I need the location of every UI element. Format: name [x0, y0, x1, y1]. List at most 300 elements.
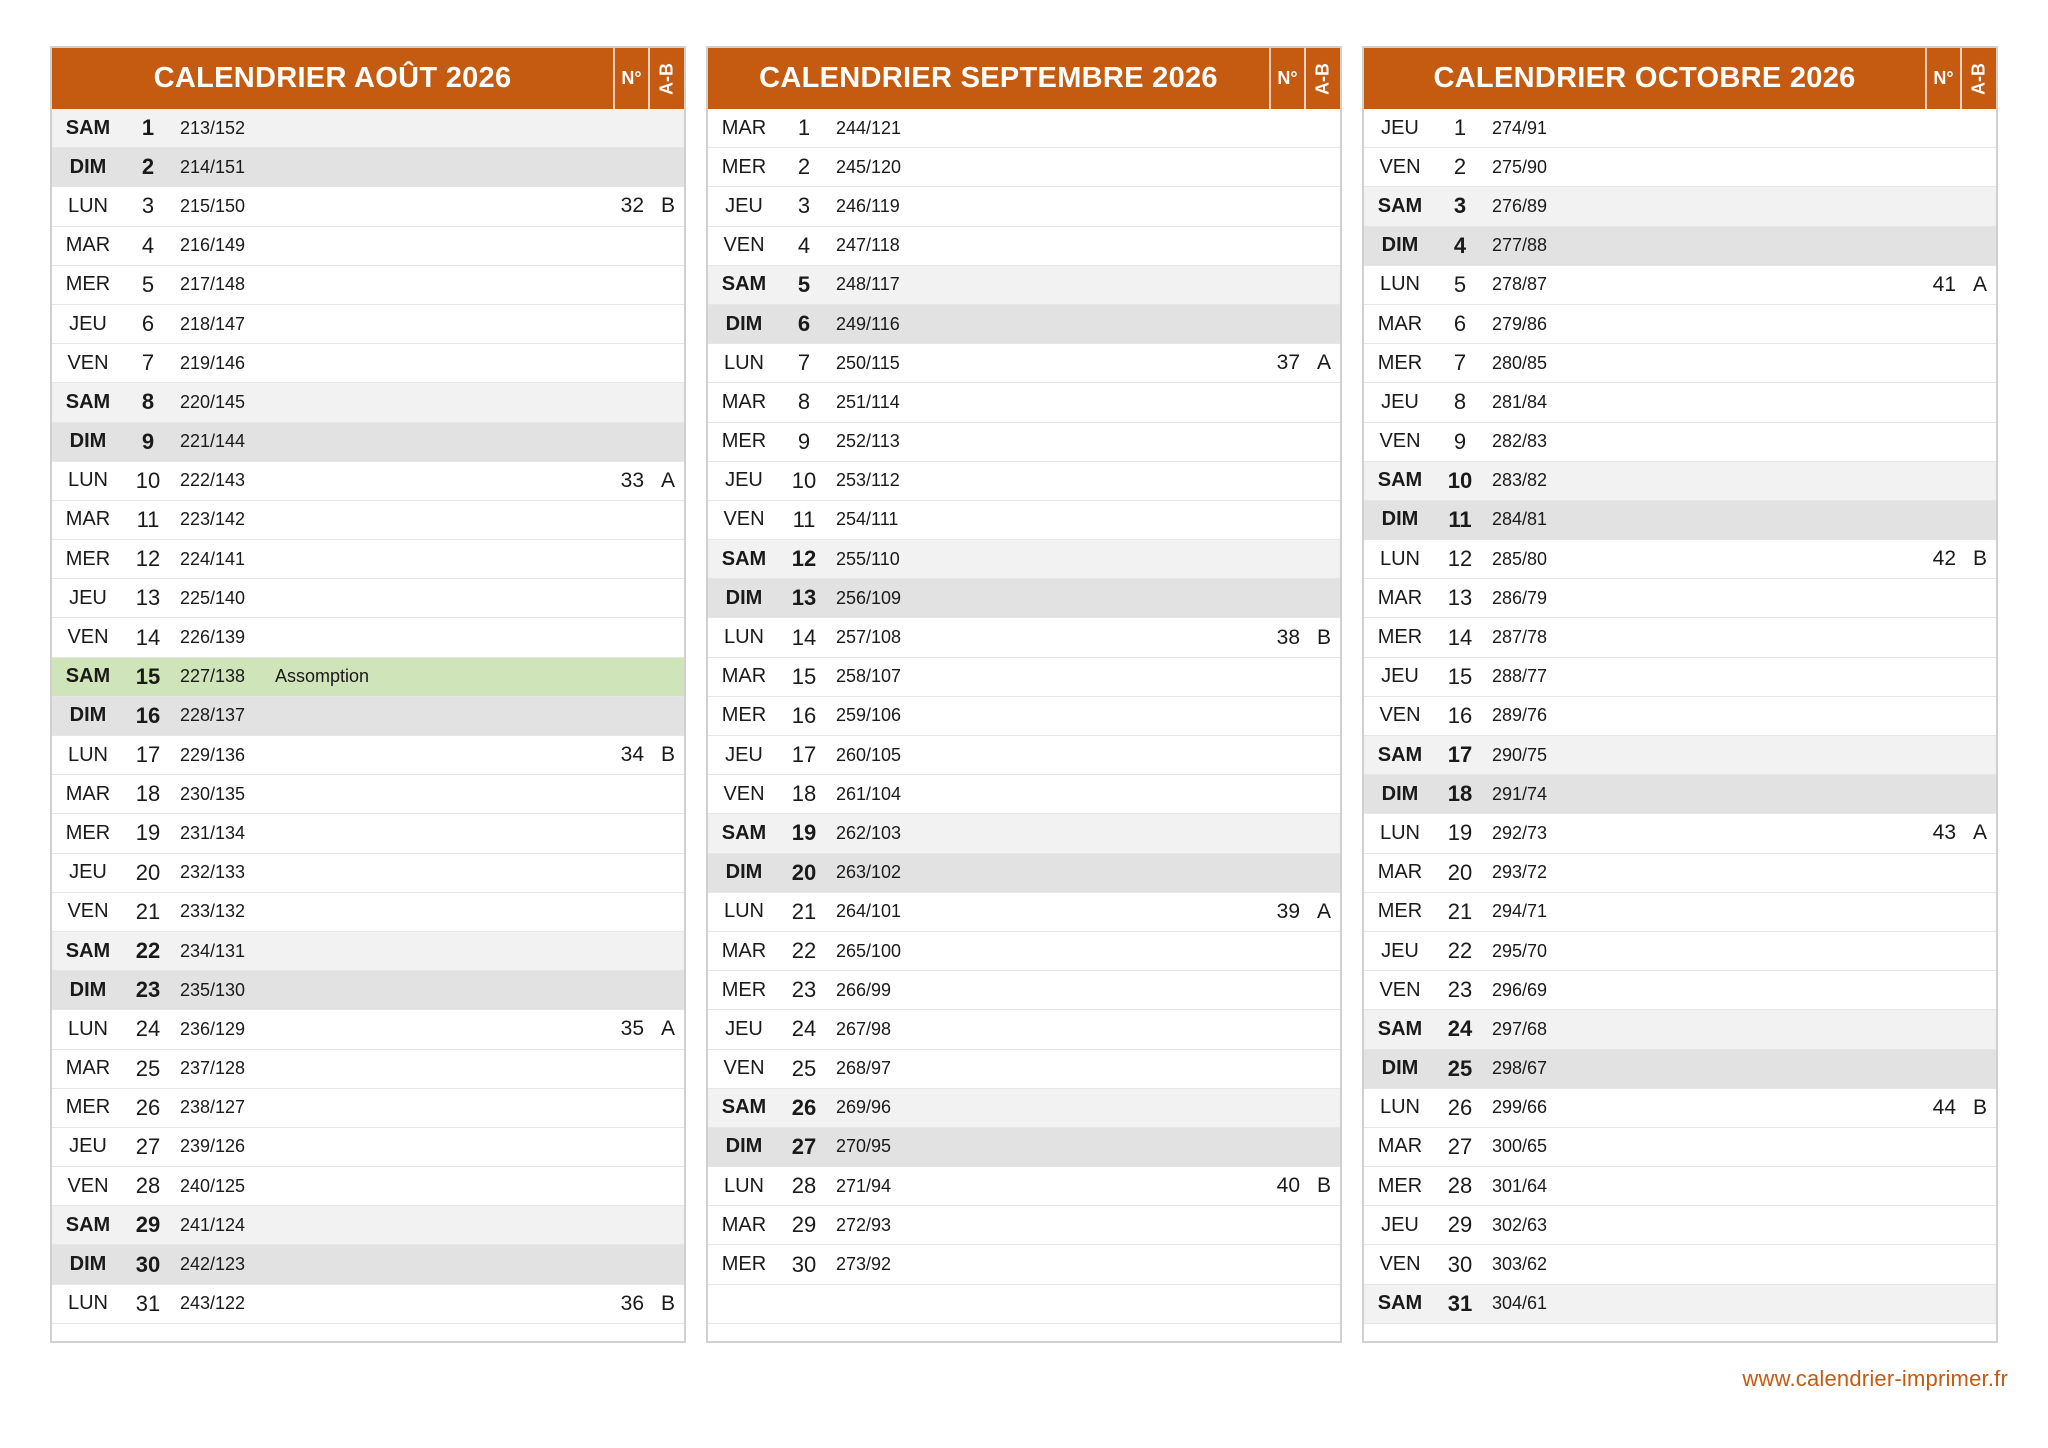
- day-of-year: 265/100: [836, 940, 902, 961]
- week-number: 32: [620, 194, 644, 218]
- day-of-year: 248/117: [836, 274, 900, 295]
- week-number: [1264, 971, 1300, 1009]
- week-number: [1920, 1167, 1956, 1205]
- week-number: [608, 540, 644, 578]
- holiday-label: [931, 1206, 1231, 1244]
- week-ab: A: [660, 468, 675, 492]
- week-ab-header: A-B: [1312, 62, 1333, 95]
- holiday-label: [275, 1010, 575, 1048]
- week-ab: [1308, 736, 1340, 774]
- day-number: 1: [1453, 115, 1467, 141]
- weekday: VEN: [1379, 704, 1421, 727]
- week-ab: [652, 344, 684, 382]
- holiday-label: [1587, 814, 1887, 852]
- day-of-year: 245/120: [836, 156, 902, 177]
- day-number: 7: [797, 350, 811, 376]
- weekday: MAR: [1377, 312, 1423, 335]
- week-number: [608, 383, 644, 421]
- weekday: MAR: [721, 939, 767, 962]
- day-of-year: 274/91: [1492, 117, 1548, 138]
- weekday: SAM: [1377, 469, 1423, 492]
- weekday: MER: [1377, 351, 1423, 374]
- week-ab: [1964, 227, 1996, 265]
- holiday-label: [275, 423, 575, 461]
- week-number: [608, 1089, 644, 1127]
- week-number: [1920, 1245, 1956, 1283]
- week-ab: [1308, 775, 1340, 813]
- holiday-label: [1587, 423, 1887, 461]
- week-ab: [652, 893, 684, 931]
- weekday: VEN: [1379, 430, 1421, 453]
- holiday-label: [931, 540, 1231, 578]
- week-ab: B: [1316, 1174, 1331, 1198]
- weekday: JEU: [69, 586, 107, 609]
- weekday: DIM: [1381, 1057, 1419, 1080]
- week-ab: [1964, 854, 1996, 892]
- weekday: DIM: [69, 704, 107, 727]
- day-number: 11: [136, 506, 160, 532]
- week-number: 38: [1276, 625, 1300, 649]
- day-row: [708, 1128, 1340, 1167]
- calendar-october: [1362, 46, 1998, 1343]
- weekday: LUN: [1379, 273, 1420, 296]
- week-number: [1264, 266, 1300, 304]
- day-row: [1364, 814, 1996, 853]
- day-of-year: 217/148: [180, 274, 246, 295]
- week-ab: A: [1972, 272, 1987, 296]
- day-row: [708, 148, 1340, 187]
- weekday: VEN: [1379, 1253, 1421, 1276]
- day-number: 10: [135, 467, 161, 493]
- day-of-year: 225/140: [180, 587, 246, 608]
- day-number: 13: [1447, 585, 1473, 611]
- week-ab: [1964, 618, 1996, 656]
- week-number: 33: [620, 468, 644, 492]
- day-of-year: 240/125: [180, 1175, 246, 1196]
- day-of-year: 270/95: [836, 1136, 892, 1157]
- weekday: DIM: [1381, 508, 1419, 531]
- week-ab: [1308, 305, 1340, 343]
- weekday: SAM: [65, 939, 111, 962]
- day-of-year: 227/138: [180, 666, 246, 687]
- day-of-year: 243/122: [180, 1293, 246, 1314]
- weekday: DIM: [725, 312, 763, 335]
- holiday-label: [931, 775, 1231, 813]
- week-number: 37: [1276, 351, 1300, 375]
- week-ab: [1964, 1167, 1996, 1205]
- day-number: 16: [791, 702, 817, 728]
- day-number: 15: [791, 663, 817, 689]
- holiday-label: [275, 1167, 575, 1205]
- day-row: [708, 227, 1340, 266]
- day-row: [708, 501, 1340, 540]
- week-ab: [1308, 540, 1340, 578]
- weekday: LUN: [67, 1017, 108, 1040]
- day-of-year: 213/152: [180, 117, 246, 138]
- day-row: [1364, 1285, 1996, 1324]
- holiday-label: [275, 187, 575, 225]
- week-ab: [1308, 266, 1340, 304]
- weekday: LUN: [723, 1174, 764, 1197]
- day-of-year: 255/110: [836, 548, 900, 569]
- day-row: [52, 932, 684, 971]
- week-ab: [1308, 1206, 1340, 1244]
- day-of-year: 235/130: [180, 979, 246, 1000]
- week-ab: A: [1972, 821, 1987, 845]
- day-row: [708, 814, 1340, 853]
- holiday-label: [1587, 1285, 1887, 1323]
- calendar-title: CALENDRIER SEPTEMBRE 2026: [759, 62, 1218, 94]
- weekday: MER: [1377, 900, 1423, 923]
- holiday-label: Assomption: [275, 666, 370, 687]
- website-link[interactable]: www.calendrier-imprimer.fr: [1742, 1366, 2008, 1391]
- week-number: [608, 1167, 644, 1205]
- week-ab: [1964, 305, 1996, 343]
- holiday-label: [931, 1167, 1231, 1205]
- holiday-label: [275, 1050, 575, 1088]
- week-number: [608, 305, 644, 343]
- day-row: [1364, 1206, 1996, 1245]
- day-number: 18: [135, 781, 161, 807]
- weekday: MAR: [65, 508, 111, 531]
- weekday: DIM: [69, 978, 107, 1001]
- week-number-header: N°: [621, 68, 642, 88]
- day-of-year: 224/141: [180, 548, 246, 569]
- day-row: [1364, 618, 1996, 657]
- holiday-label: [1587, 971, 1887, 1009]
- weekday: MER: [721, 704, 767, 727]
- weekday: LUN: [723, 900, 764, 923]
- day-number: 25: [1447, 1055, 1473, 1081]
- day-number: 19: [135, 820, 161, 846]
- week-number: [1920, 658, 1956, 696]
- day-row: [52, 540, 684, 579]
- day-of-year: 242/123: [180, 1254, 246, 1275]
- day-rows: [52, 109, 684, 1324]
- holiday-label: [1587, 344, 1887, 382]
- holiday-label: [275, 148, 575, 186]
- day-number: 20: [135, 859, 161, 885]
- holiday-label: [931, 1128, 1231, 1166]
- holiday-label: [275, 854, 575, 892]
- holiday-label: [275, 893, 575, 931]
- day-rows: [1364, 109, 1996, 1324]
- week-ab: [1308, 148, 1340, 186]
- holiday-label: [275, 618, 575, 656]
- day-row: [52, 501, 684, 540]
- week-number: [1920, 383, 1956, 421]
- day-row: [1364, 344, 1996, 383]
- weekday: LUN: [67, 469, 108, 492]
- week-number: [1264, 775, 1300, 813]
- holiday-label: [1587, 1245, 1887, 1283]
- calendar-title: CALENDRIER AOÛT 2026: [153, 62, 512, 94]
- day-row: [1364, 148, 1996, 187]
- day-of-year: 259/106: [836, 705, 902, 726]
- day-of-year: 258/107: [836, 666, 902, 687]
- week-ab: [652, 775, 684, 813]
- weekday: MER: [65, 821, 111, 844]
- day-number: 17: [1447, 742, 1473, 768]
- day-number: 27: [1447, 1133, 1473, 1159]
- day-row: [1364, 1010, 1996, 1049]
- week-number: [608, 579, 644, 617]
- weekday: SAM: [721, 821, 767, 844]
- day-of-year: 237/128: [180, 1058, 246, 1079]
- holiday-label: [1587, 1206, 1887, 1244]
- week-number: [1264, 227, 1300, 265]
- weekday: MER: [65, 1096, 111, 1119]
- holiday-label: [1587, 893, 1887, 931]
- day-number: 21: [135, 898, 161, 924]
- day-of-year: 285/80: [1492, 548, 1548, 569]
- day-row: [52, 423, 684, 462]
- weekday: MAR: [65, 782, 111, 805]
- week-ab: [1964, 736, 1996, 774]
- week-number: [1920, 1128, 1956, 1166]
- holiday-label: [1587, 775, 1887, 813]
- day-row: [708, 1167, 1340, 1206]
- day-of-year: 294/71: [1492, 901, 1548, 922]
- day-row: [52, 266, 684, 305]
- weekday: MAR: [721, 1213, 767, 1236]
- day-of-year: 301/64: [1492, 1175, 1548, 1196]
- holiday-label: [1587, 227, 1887, 265]
- day-number: 29: [1447, 1212, 1473, 1238]
- day-of-year: 295/70: [1492, 940, 1548, 961]
- weekday: JEU: [725, 743, 763, 766]
- day-number: 16: [1447, 702, 1473, 728]
- week-ab: [652, 266, 684, 304]
- weekday: LUN: [67, 194, 108, 217]
- weekday: VEN: [67, 900, 109, 923]
- day-row: [708, 1285, 1340, 1324]
- week-number: [608, 932, 644, 970]
- week-number: 44: [1932, 1095, 1956, 1119]
- week-number: [1920, 148, 1956, 186]
- week-ab: B: [660, 194, 675, 218]
- week-ab: A: [660, 1017, 675, 1041]
- week-ab: [652, 423, 684, 461]
- day-of-year: 267/98: [836, 1018, 892, 1039]
- week-ab: [1308, 697, 1340, 735]
- week-ab: [652, 1128, 684, 1166]
- day-number: 14: [135, 624, 161, 650]
- holiday-label: [931, 187, 1231, 225]
- day-row: [708, 658, 1340, 697]
- day-of-year: 249/116: [836, 313, 900, 334]
- weekday: MER: [65, 273, 111, 296]
- day-of-year: 299/66: [1492, 1097, 1548, 1118]
- week-number: [608, 266, 644, 304]
- weekday: JEU: [69, 861, 107, 884]
- weekday: SAM: [65, 116, 111, 139]
- day-number: 22: [791, 938, 817, 964]
- week-ab: [1964, 1010, 1996, 1048]
- weekday: MAR: [1377, 586, 1423, 609]
- day-of-year: 261/104: [836, 783, 902, 804]
- week-ab: A: [1316, 351, 1331, 375]
- day-row: [1364, 775, 1996, 814]
- day-number: 10: [1447, 467, 1473, 493]
- day-of-year: 228/137: [180, 705, 246, 726]
- day-number: 12: [1447, 546, 1473, 572]
- weekday: MER: [1377, 1174, 1423, 1197]
- day-row: [1364, 697, 1996, 736]
- day-number: 30: [791, 1251, 817, 1277]
- day-row: [708, 854, 1340, 893]
- day-row: [1364, 854, 1996, 893]
- day-row: [1364, 266, 1996, 305]
- weekday: MAR: [1377, 1135, 1423, 1158]
- week-number: [608, 423, 644, 461]
- day-number: 14: [1447, 624, 1473, 650]
- weekday: SAM: [721, 273, 767, 296]
- week-number: [1264, 932, 1300, 970]
- day-row: [52, 1010, 684, 1049]
- weekday: LUN: [1379, 1096, 1420, 1119]
- weekday: JEU: [69, 312, 107, 335]
- day-rows: [708, 109, 1340, 1324]
- holiday-label: [931, 305, 1231, 343]
- week-ab: [652, 540, 684, 578]
- day-of-year: 231/134: [180, 822, 246, 843]
- weekday: SAM: [65, 1213, 111, 1236]
- day-row: [708, 1089, 1340, 1128]
- week-ab: [1308, 971, 1340, 1009]
- day-row: [708, 383, 1340, 422]
- weekday: JEU: [1381, 116, 1419, 139]
- day-of-year: 219/146: [180, 352, 246, 373]
- week-number: [1920, 932, 1956, 970]
- holiday-label: [1587, 148, 1887, 186]
- day-of-year: 232/133: [180, 862, 246, 883]
- holiday-label: [931, 148, 1231, 186]
- week-number: 40: [1276, 1174, 1300, 1198]
- day-row: [1364, 501, 1996, 540]
- holiday-label: [931, 227, 1231, 265]
- day-number: 12: [791, 546, 817, 572]
- week-number: [1920, 462, 1956, 500]
- weekday: VEN: [1379, 155, 1421, 178]
- day-of-year: 282/83: [1492, 431, 1548, 452]
- day-of-year: 286/79: [1492, 587, 1548, 608]
- week-number: [1920, 854, 1956, 892]
- week-number: [1264, 305, 1300, 343]
- day-row: [1364, 383, 1996, 422]
- day-of-year: 229/136: [180, 744, 246, 765]
- day-number: 27: [135, 1133, 161, 1159]
- weekday: VEN: [67, 351, 109, 374]
- day-number: 8: [141, 389, 155, 415]
- weekday: LUN: [723, 626, 764, 649]
- week-ab: [652, 109, 684, 147]
- day-row: [52, 579, 684, 618]
- week-number: [608, 658, 644, 696]
- day-number: 5: [797, 271, 811, 297]
- weekday: DIM: [69, 155, 107, 178]
- holiday-label: [1587, 1050, 1887, 1088]
- week-number: [1920, 501, 1956, 539]
- holiday-label: [1587, 932, 1887, 970]
- day-number: 23: [1447, 977, 1473, 1003]
- week-ab: [1308, 1245, 1340, 1283]
- day-of-year: 284/81: [1492, 509, 1548, 530]
- day-of-year: 269/96: [836, 1097, 892, 1118]
- week-ab: [652, 148, 684, 186]
- day-of-year: 280/85: [1492, 352, 1548, 373]
- week-number: [1920, 775, 1956, 813]
- day-row: [52, 658, 684, 697]
- day-of-year: 247/118: [836, 235, 900, 256]
- weekday: MER: [65, 547, 111, 570]
- day-row: [1364, 462, 1996, 501]
- day-number: 30: [1447, 1251, 1473, 1277]
- week-number: [1264, 854, 1300, 892]
- day-row: [52, 814, 684, 853]
- week-number: 36: [620, 1291, 644, 1315]
- day-row: [708, 932, 1340, 971]
- week-ab: [652, 618, 684, 656]
- holiday-label: [275, 540, 575, 578]
- day-row: [52, 1089, 684, 1128]
- week-ab: [1964, 423, 1996, 461]
- day-number: 4: [141, 232, 155, 258]
- day-of-year: 220/145: [180, 391, 246, 412]
- weekday: VEN: [67, 626, 109, 649]
- holiday-label: [931, 1050, 1231, 1088]
- day-number: 26: [135, 1094, 161, 1120]
- day-row: [52, 1128, 684, 1167]
- holiday-label: [931, 383, 1231, 421]
- weekday: LUN: [67, 1292, 108, 1315]
- week-number: [1264, 1128, 1300, 1166]
- day-of-year: 297/68: [1492, 1018, 1548, 1039]
- holiday-label: [931, 462, 1231, 500]
- week-number: [1264, 736, 1300, 774]
- day-of-year: 298/67: [1492, 1058, 1548, 1079]
- week-number: [608, 1206, 644, 1244]
- week-ab: B: [1316, 625, 1331, 649]
- day-of-year: 252/113: [836, 431, 900, 452]
- holiday-label: [931, 579, 1231, 617]
- holiday-label: [1587, 1089, 1887, 1127]
- day-row: [52, 618, 684, 657]
- weekday: MAR: [65, 1057, 111, 1080]
- day-row: [708, 109, 1340, 148]
- week-ab: [652, 383, 684, 421]
- day-number: 6: [141, 311, 155, 337]
- day-number: 24: [1447, 1016, 1473, 1042]
- week-ab: [652, 1089, 684, 1127]
- day-row: [1364, 187, 1996, 226]
- day-number: 30: [135, 1251, 161, 1277]
- day-number: 6: [1453, 311, 1467, 337]
- weekday: MAR: [721, 390, 767, 413]
- day-of-year: 241/124: [180, 1214, 246, 1235]
- holiday-label: [275, 501, 575, 539]
- day-row: [1364, 971, 1996, 1010]
- day-of-year: 254/111: [836, 509, 899, 530]
- day-row: [1364, 227, 1996, 266]
- week-ab: [1964, 932, 1996, 970]
- holiday-label: [1587, 1128, 1887, 1166]
- weekday: VEN: [723, 782, 765, 805]
- day-row: [52, 1285, 684, 1324]
- weekday: DIM: [1381, 234, 1419, 257]
- week-ab: [1308, 579, 1340, 617]
- day-number: 9: [141, 428, 155, 454]
